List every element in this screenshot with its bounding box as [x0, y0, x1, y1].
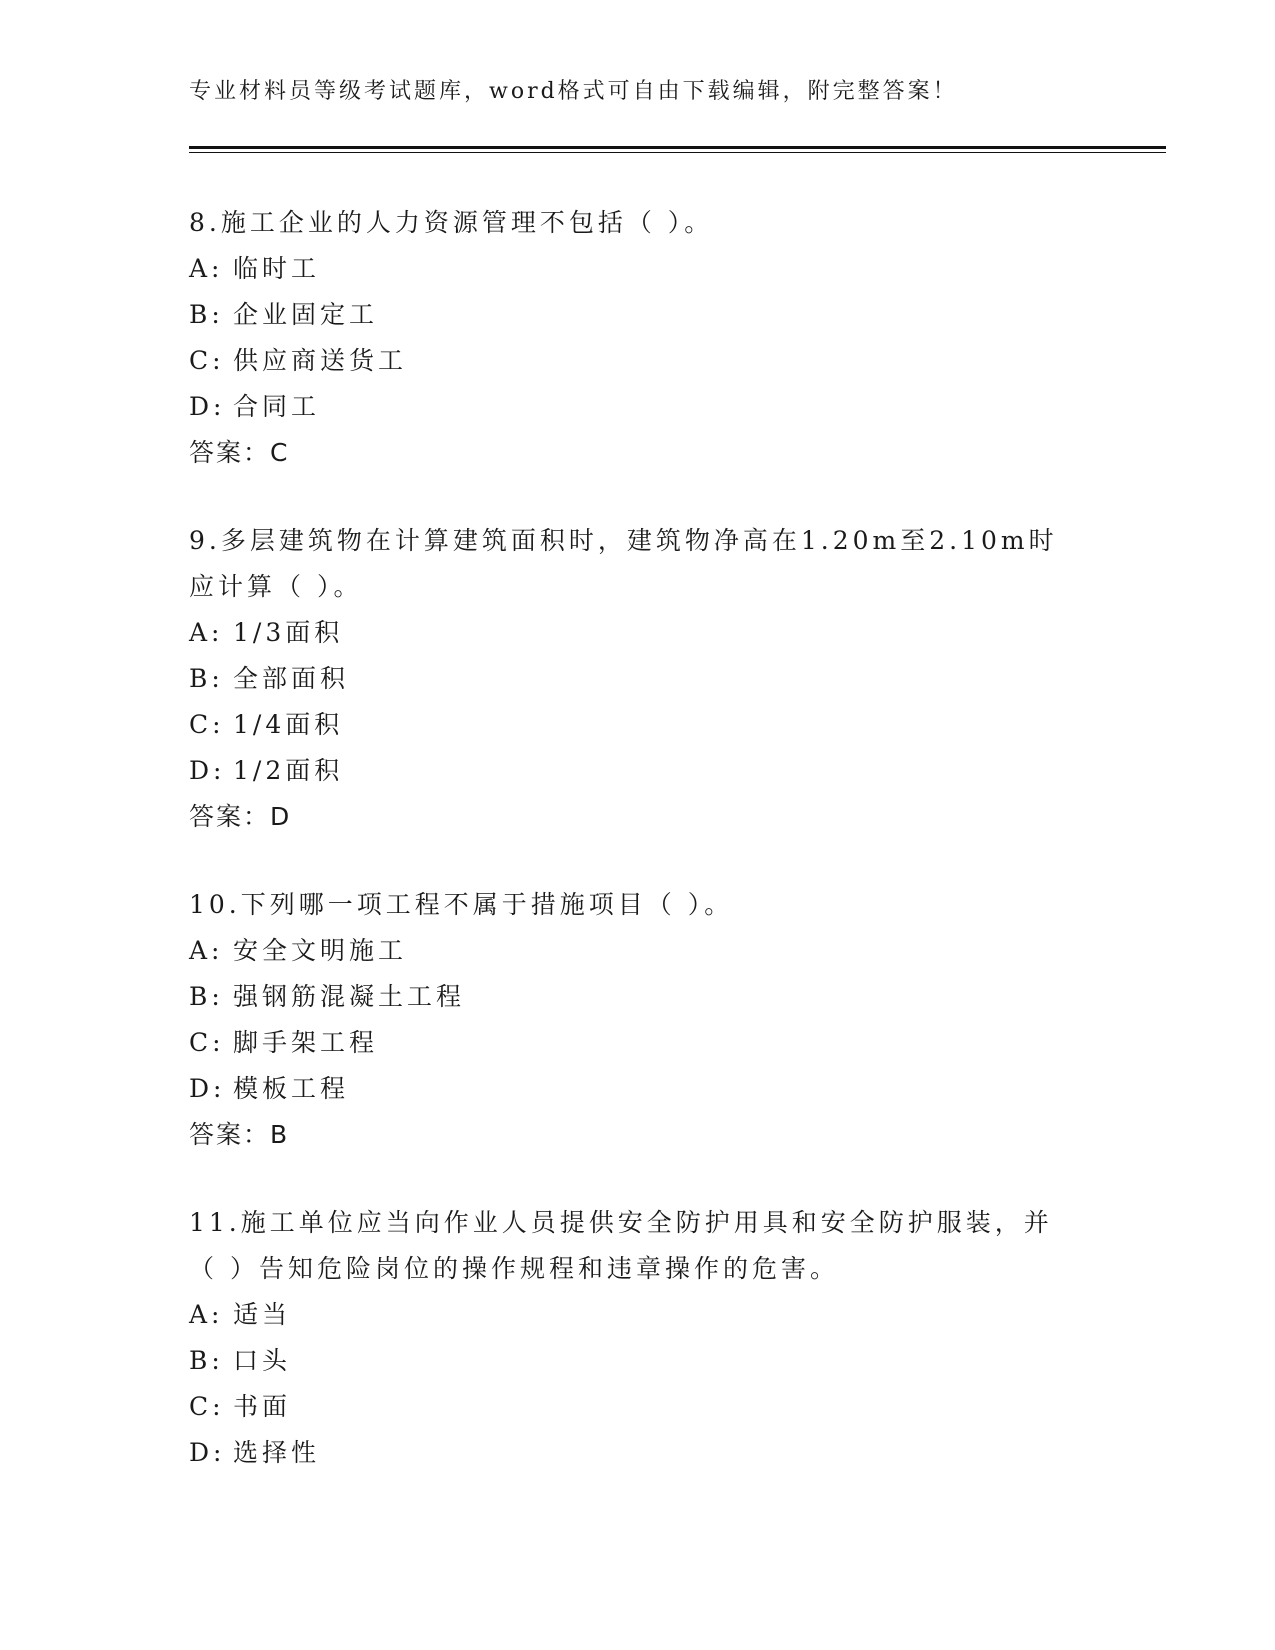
- option-text: 安全文明施工: [233, 936, 408, 965]
- header-divider-thick: [189, 146, 1166, 149]
- option-d: [189, 748, 1069, 794]
- option-letter: D:: [189, 392, 226, 421]
- question-stem: 10.下列哪一项工程不属于措施项目（ ）。: [189, 890, 734, 919]
- option-letter: A:: [189, 618, 224, 647]
- option-text: 书面: [233, 1392, 292, 1421]
- option-text: 临时工: [233, 254, 321, 283]
- option-letter: A:: [189, 254, 224, 283]
- option-letter: A:: [189, 936, 224, 965]
- option-letter: B:: [189, 300, 224, 329]
- option-text: 供应商送货工: [233, 346, 408, 375]
- option-text: 企业固定工: [233, 300, 379, 329]
- option-letter: C:: [189, 1392, 225, 1421]
- option-text: 适当: [233, 1300, 292, 1329]
- option-letter: B:: [189, 982, 224, 1011]
- option-a: [189, 928, 1069, 974]
- option-text: 1/4面积: [233, 710, 344, 739]
- option-letter: A:: [189, 1300, 224, 1329]
- option-d: [189, 1430, 1069, 1476]
- page-header: 专业材料员等级考试题库，word格式可自由下载编辑，附完整答案！: [189, 79, 958, 104]
- question-stem: 9.多层建筑物在计算建筑面积时，建筑物净高在1.20m至2.10m时应计算（ ）。: [189, 526, 1058, 601]
- option-letter: C:: [189, 346, 225, 375]
- option-text: 1/3面积: [233, 618, 344, 647]
- option-text: 选择性: [233, 1438, 321, 1467]
- option-c: [189, 338, 1069, 384]
- question-9: [189, 518, 1069, 840]
- question-10: [189, 882, 1069, 1158]
- option-letter: D:: [189, 1074, 226, 1103]
- question-list: [189, 200, 1069, 1518]
- option-a: [189, 246, 1069, 292]
- answer-line: 答案：C: [189, 438, 290, 467]
- answer-line: 答案：D: [189, 802, 292, 831]
- option-letter: B:: [189, 664, 224, 693]
- question-stem: 8.施工企业的人力资源管理不包括（ ）。: [189, 208, 714, 237]
- option-text: 合同工: [233, 392, 321, 421]
- answer-line: 答案：B: [189, 1120, 290, 1149]
- option-letter: D:: [189, 756, 226, 785]
- option-b: [189, 974, 1069, 1020]
- option-c: [189, 1020, 1069, 1066]
- option-text: 全部面积: [233, 664, 350, 693]
- option-text: 口头: [233, 1346, 292, 1375]
- option-b: [189, 656, 1069, 702]
- option-letter: C:: [189, 710, 225, 739]
- option-letter: B:: [189, 1346, 224, 1375]
- option-text: 模板工程: [233, 1074, 350, 1103]
- option-d: [189, 384, 1069, 430]
- question-8: [189, 200, 1069, 476]
- question-stem: 11.施工单位应当向作业人员提供安全防护用具和安全防护服装，并（ ）告知危险岗位的操作规程和违章操作的危害。: [189, 1208, 1053, 1283]
- option-d: [189, 1066, 1069, 1112]
- option-text: 脚手架工程: [233, 1028, 379, 1057]
- header-divider-thin: [189, 152, 1166, 153]
- option-letter: C:: [189, 1028, 225, 1057]
- option-text: 1/2面积: [233, 756, 344, 785]
- option-a: [189, 610, 1069, 656]
- option-b: [189, 292, 1069, 338]
- option-text: 强钢筋混凝土工程: [233, 982, 466, 1011]
- option-a: [189, 1292, 1069, 1338]
- option-letter: D:: [189, 1438, 226, 1467]
- question-11: [189, 1200, 1069, 1476]
- option-c: [189, 1384, 1069, 1430]
- option-b: [189, 1338, 1069, 1384]
- option-c: [189, 702, 1069, 748]
